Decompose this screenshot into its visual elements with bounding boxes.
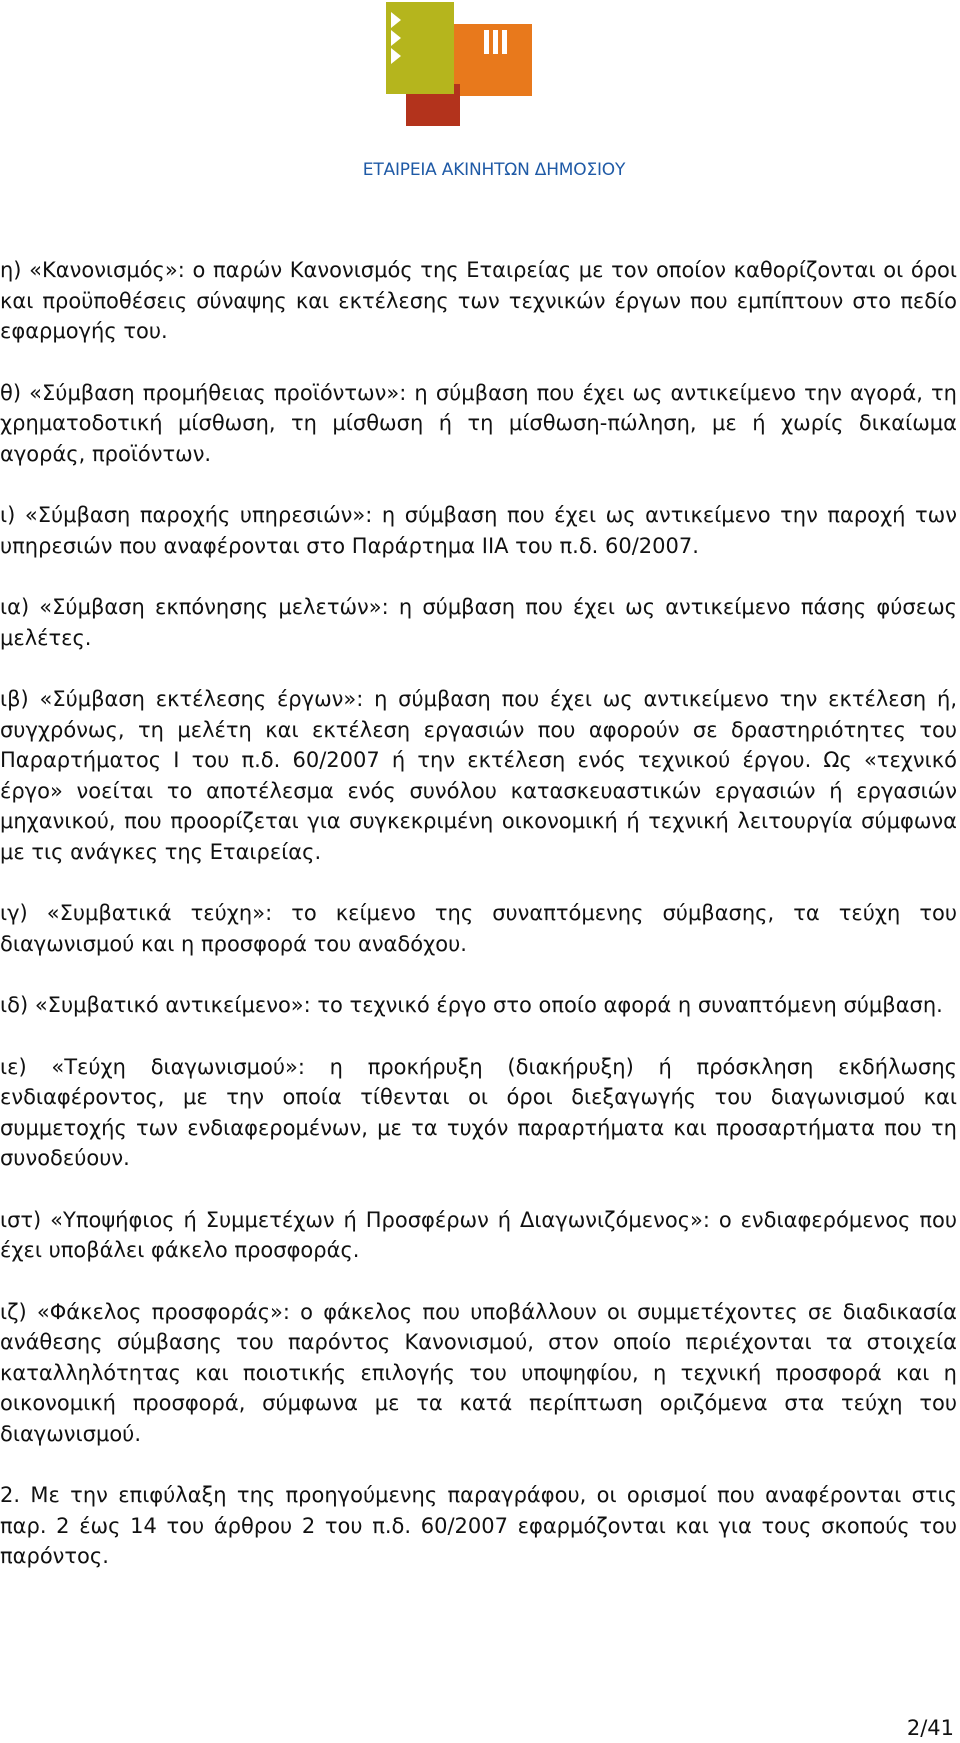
definition-ia: ια) «Σύμβαση εκπόνησης μελετών»: η σύμβαση που έχει ως αντικείμενο πάσης φύσεως μελέτες. [0,595,957,650]
definition-eta: η) «Κανονισμός»: ο παρών Κανονισμός της Εταιρείας με τον οποίον καθορίζονται οι όροι και προϋποθέσεις σύναψης και εκτέλεσης των τεχνικών έργων που εμπίπτουν στο πεδίο εφαρμογής του. [0,258,957,343]
logo-green-square [386,2,454,94]
definition-ie: ιε) «Τεύχη διαγωνισμού»: η προκήρυξη (διακήρυξη) ή πρόσκληση εκδήλωσης ενδιαφέροντος, με την οποία τίθενται οι όροι διεξαγωγής του διαγωνισμού και συμμετοχής των ενδιαφερομένων, με τα τυχόν παραρτήματα και προσαρτήματα που τη συνοδεύουν. [0,1054,957,1170]
paragraph-2: 2. Με την επιφύλαξη της προηγούμενης παραγράφου, οι ορισμοί που αναφέρονται στις παρ. 2 έως 14 του άρθρου 2 του π.δ. 60/2007 εφαρμόζονται και για τους σκοπούς του παρόντος. [0,1483,957,1568]
definition-iz: ιζ) «Φάκελος προσφοράς»: ο φάκελος που υποβάλλουν οι συμμετέχοντες σε διαδικασία ανάθεσης σύμβασης του παρόντος Κανονισμού, στον οποίο περιέχονται τα στοιχεία καταλληλότητας και ποιοτικής επιλογής του υποψηφίου, η τεχνική προσφορά και η οικονομική προσφορά, σύμφωνα με τα κατά περίπτωση οριζόμενα στα τεύχη του διαγωνισμού. [0,1299,957,1446]
page-number: 2/41 [906,1716,954,1740]
definition-ig: ιγ) «Συμβατικά τεύχη»: το κείμενο της συναπτόμενης σύμβασης, τα τεύχη του διαγωνισμού και η προσφορά του αναδόχου. [0,901,957,956]
definition-theta: θ) «Σύμβαση προμήθειας προϊόντων»: η σύμβαση που έχει ως αντικείμενο την αγορά, τη χρηματοδοτική μίσθωση, τη μίσθωση ή τη μίσθωση-πώληση, με ή χωρίς δικαίωμα αγοράς, προϊόντων. [0,380,957,466]
definition-ib: ιβ) «Σύμβαση εκτέλεσης έργων»: η σύμβαση που έχει ως αντικείμενο την εκτέλεση ή, συγχρόνως, τη μελέτη και εκτέλεση εργασιών που αφορούν σε δραστηριότητες του Παραρτήματος Ι του π.δ. 60/2007 ή την εκτέλεση ενός τεχνικού έργου. Ως «τεχνικό έργο» νοείται το αποτέλεσμα ενός συνόλου κατασκευαστικών εργασιών ή εργασιών μηχανικού, που προορίζεται για συγκεκριμένη οικονομική ή τεχνική λειτουργία σύμφωνα με τις ανάγκες της Εταιρείας. [0,687,957,864]
definition-iota: ι) «Σύμβαση παροχής υπηρεσιών»: η σύμβαση που έχει ως αντικείμενο την παροχή των υπηρεσιών που αναφέρονται στο Παράρτημα ΙΙΑ του π.δ. 60/2007. [0,503,957,558]
logo-bar-2 [493,30,498,54]
logo-orange-square [450,24,532,96]
logo-bar-1 [484,30,489,54]
company-logo [358,0,630,190]
logo-mark-icon [358,0,630,160]
definition-id: ιδ) «Συμβατικό αντικείμενο»: το τεχνικό έργο στο οποίο αφορά η συναπτόμενη σύμβαση. [0,993,943,1017]
logo-bar-3 [502,30,507,54]
definition-ist: ιστ) «Υποψήφιος ή Συμμετέχων ή Προσφέρων ή Διαγωνιζόμενος»: ο ενδιαφερόμενος που έχει υποβάλει φάκελο προσφοράς. [0,1207,957,1262]
logo-company-name: ΕΤΑΙΡΕΙΑ ΑΚΙΝΗΤΩΝ ΔΗΜΟΣΙΟΥ [362,160,626,180]
document-body [0,255,960,1603]
